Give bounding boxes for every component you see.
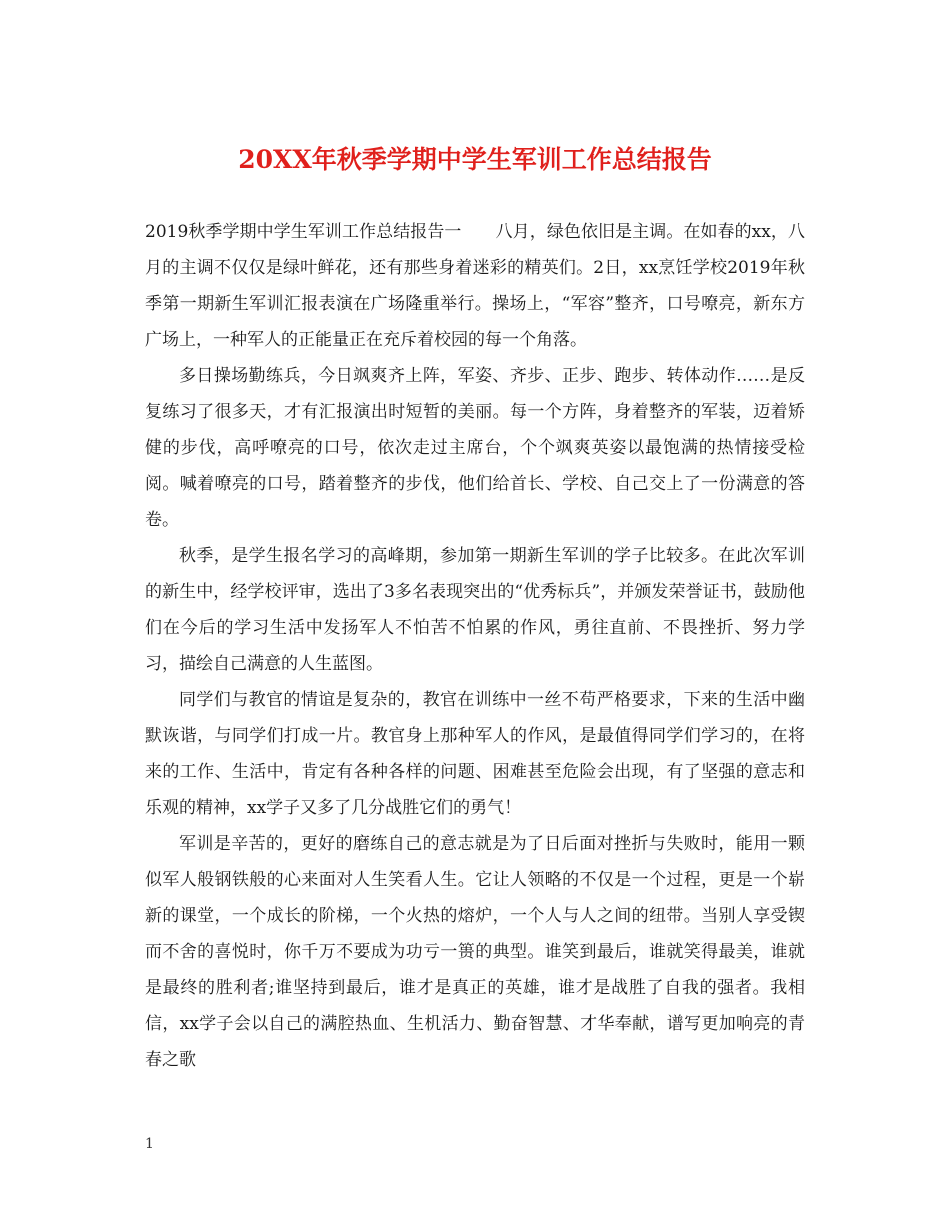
paragraph-5: 军训是辛苦的，更好的磨练自己的意志就是为了日后面对挫折与失败时，能用一颗似军人般钢铁般的心来面对人生笑看人生。它让人领略的不仅是一个过程，更是一个崭新的课堂，一个成长的阶梯，一个火热的熔炉，一个人与人之间的纽带。当别人享受锲而不舍的喜悦时，你千万不要成为功亏一篑的典型。谁笑到最后，谁就笑得最美，谁就是最终的胜利者;谁坚持到最后，谁才是真正的英雄，谁才是战胜了自我的强者。我相信，xx学子会以自己的满腔热血、生机活力、勤奋智慧、才华奉献，谱写更加响亮的青春之歌 [145, 834, 805, 1070]
document-body [145, 214, 805, 1078]
paragraph-2: 多日操场勤练兵，今日飒爽齐上阵，军姿、齐步、正步、跑步、转体动作……是反复练习了很多天，才有汇报演出时短暂的美丽。每一个方阵，身着整齐的军装，迈着矫健的步伐，高呼嘹亮的口号，依次走过主席台，个个飒爽英姿以最饱满的热情接受检阅。喊着嘹亮的口号，踏着整齐的步伐，他们给首长、学校、自己交上了一份满意的答卷。 [145, 366, 805, 530]
paragraph-4: 同学们与教官的情谊是复杂的，教官在训练中一丝不苟严格要求，下来的生活中幽默诙谐，与同学们打成一片。教官身上那种军人的作风，是最值得同学们学习的，在将来的工作、生活中，肯定有各种各样的问题、困难甚至危险会出现，有了坚强的意志和乐观的精神，xx学子又多了几分战胜它们的勇气！ [145, 690, 805, 818]
paragraph-1: 2019秋季学期中学生军训工作总结报告一 八月，绿色依旧是主调。在如春的xx，八月的主调不仅仅是绿叶鲜花，还有那些身着迷彩的精英们。2日，xx烹饪学校2019年秋季第一期新生军训汇报表演在广场隆重举行。操场上，“军容”整齐，口号嘹亮，新东方广场上，一种军人的正能量正在充斥着校园的每一个角落。 [145, 222, 805, 350]
page-number: 1 [145, 1136, 154, 1152]
document-title: 20XX年秋季学期中学生军训工作总结报告 [238, 145, 712, 174]
paragraph-3: 秋季，是学生报名学习的高峰期，参加第一期新生军训的学子比较多。在此次军训的新生中，经学校评审，选出了3多名表现突出的“优秀标兵”，并颁发荣誉证书，鼓励他们在今后的学习生活中发扬军人不怕苦不怕累的作风，勇往直前、不畏挫折、努力学习，描绘自己满意的人生蓝图。 [145, 546, 805, 674]
